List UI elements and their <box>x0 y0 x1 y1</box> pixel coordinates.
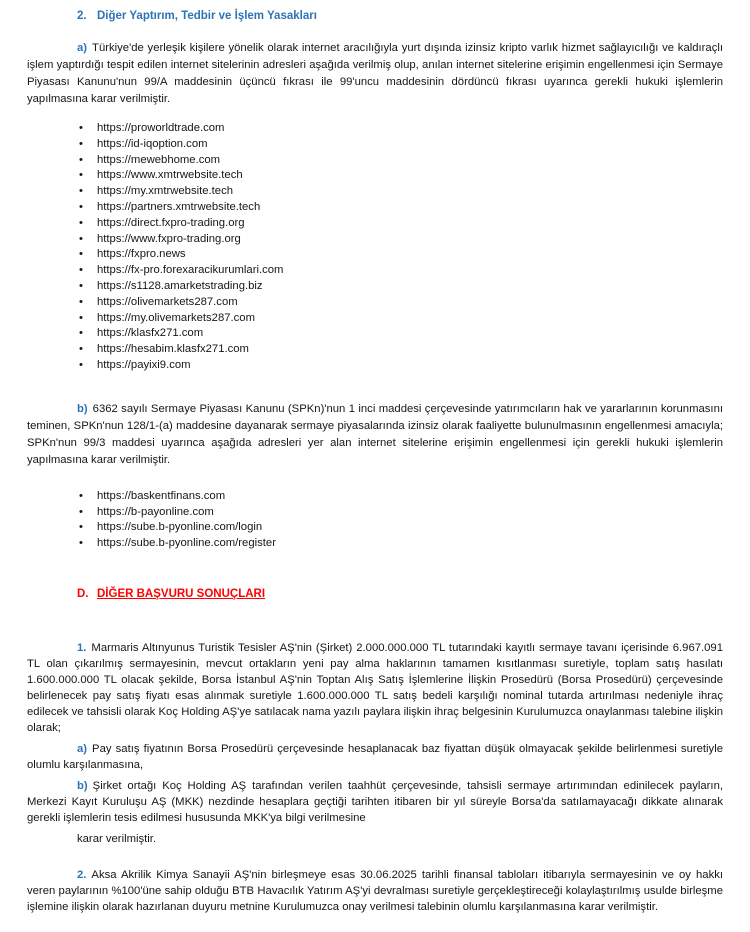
paragraph-d1a-marker: a) <box>77 742 88 755</box>
paragraph-2a <box>27 40 723 108</box>
section-d-title: DİĞER BAŞVURU SONUÇLARI <box>97 587 266 600</box>
paragraph-d1 <box>27 640 723 736</box>
paragraph-2a-text: Türkiye'de yerleşik kişilere yönelik olarak internet aracılığıyla yurt dışında izinsiz kripto varlık hizmet sağlayıcılığı ve kaldıraçlı işlem yaptırdığı tespit edilen internet sitelerinin adresleri aşağıda verilmiş olup, anılan internet sitelerine erişimin engellenmesi için Sermaye Piyasası Kanunu'nun 99/A maddesinin üçüncü fıkrası ile 99'uncu maddesinin dördüncü fıkrası uyarınca gerekli hukuki işlemlerin yapılmasına karar verilmiştir. <box>27 42 723 105</box>
paragraph-2b <box>27 401 723 469</box>
paragraph-2b-text: 6362 sayılı Sermaye Piyasası Kanunu (SPKn)'nun 1 inci maddesi çerçevesinde yatırımcıların hak ve yararlarının korunmasını teminen, SPKn'nun 128/1-(a) maddesine dayanarak sermaye piyasalarında izinsiz olarak faaliyette bulunulmasının engellenmesi amacıyla; SPKn'nun 99/3 maddesi uyarınca aşağıda adresleri yer alan internet sitelerine erişimin engellenmesi için gerekli hukuki işlemlerin yapılmasına karar verilmiştir. <box>27 402 723 466</box>
paragraph-d1b-marker: b) <box>77 779 88 792</box>
paragraph-d1b-text: Şirket ortağı Koç Holding AŞ tarafından verilen taahhüt çerçevesinde, tahsisli sermaye artırımından edinilecek payların, Merkezi Kayıt Kuruluşu AŞ (MKK) nezdinde hesaplara geçtiği tarihten itibaren bir yıl süreyle Borsa'da satılamayacağı dikkate alınarak gerekli işlemlerin tesis edilmesi hususunda MKK'ya bilgi verilmesine <box>27 779 723 824</box>
blocked-url-list-a <box>27 121 723 374</box>
url-item: • https://partners.xmtrwebsite.tech <box>27 200 723 216</box>
url-item: • https://hesabim.klasfx271.com <box>27 342 723 358</box>
paragraph-2a-marker: a) <box>77 42 88 54</box>
section-2-number: 2. <box>77 10 87 22</box>
url-item: • https://direct.fxpro-trading.org <box>27 216 723 232</box>
url-item: • https://sube.b-pyonline.com/register <box>27 536 723 552</box>
paragraph-d1-text: Marmaris Altınyunus Turistik Tesisler AŞ'nin (Şirket) 2.000.000.000 TL tutarındaki kayıtlı sermaye tavanı içerisinde 6.967.091 TL olan çıkarılmış sermayesinin, mevcut ortakların yeni pay alma haklarının tamamen kısıtlanması suretiyle, toplam satış hasılatı 1.600.000.000 TL olacak şekilde, Borsa İstanbul AŞ'nin Toptan Alış Satış İşlemlerine İlişkin Prosedürü (Borsa Prosedürü) çerçevesinde belirlenecek pay satış fiyatı esas alınmak suretiyle 1.600.000.000 TL satış bedeli karşılığı nominal tutarda artırılması nedeniyle ihraç edilecek ve tahsisli olarak Koç Holding AŞ'ye satılacak nama yazılı paylara ilişkin ihraç belgesinin Kurulumuzca onaylanması talebine ilişkin olarak; <box>27 641 723 734</box>
url-item: • https://sube.b-pyonline.com/login <box>27 520 723 536</box>
url-item: • https://s1128.amarketstrading.biz <box>27 279 723 295</box>
url-item: • https://fx-pro.forexaracikurumlari.com <box>27 263 723 279</box>
url-item: • https://baskentfinans.com <box>27 489 723 505</box>
url-item: • https://my.olivemarkets287.com <box>27 311 723 327</box>
paragraph-d1a <box>27 741 723 773</box>
paragraph-d1-marker: 1. <box>77 641 87 654</box>
section-d-letter: D. <box>77 587 89 600</box>
section-d-heading <box>27 586 723 603</box>
url-item: • https://www.fxpro-trading.org <box>27 232 723 248</box>
url-item: • https://fxpro.news <box>27 247 723 263</box>
url-item: • https://olivemarkets287.com <box>27 295 723 311</box>
section-2-title: Diğer Yaptırım, Tedbir ve İşlem Yasakları <box>97 10 317 22</box>
url-item: • https://id-iqoption.com <box>27 137 723 153</box>
paragraph-d2-text: Aksa Akrilik Kimya Sanayii AŞ'nin birleşmeye esas 30.06.2025 tarihli finansal tabloları itibarıyla sermayesinin ve oy hakkı veren paylarının %100'üne sahip olduğu BTB Havacılık Yatırım AŞ'yi devralması suretiyle gerçekleştireceği kolaylaştırılmış usulde birleşme işlemine ilişkin olarak hazırlanan duyuru metnine Kurulumuzca onay verilmesi talebinin olumlu karşılanmasına karar verilmiştir. <box>27 868 723 913</box>
paragraph-d2 <box>27 867 723 915</box>
url-item: • https://proworldtrade.com <box>27 121 723 137</box>
paragraph-d2-marker: 2. <box>77 868 87 881</box>
paragraph-d1b <box>27 778 723 826</box>
paragraph-d1a-text: Pay satış fiyatının Borsa Prosedürü çerçevesinde hesaplanacak baz fiyattan düşük olmayacak şekilde belirlenmesi suretiyle olumlu karşılanmasına, <box>27 742 723 771</box>
url-item: • https://www.xmtrwebsite.tech <box>27 168 723 184</box>
url-item: • https://mewebhome.com <box>27 153 723 169</box>
blocked-url-list-b <box>27 489 723 552</box>
url-item: • https://payixi9.com <box>27 358 723 374</box>
url-item: • https://my.xmtrwebsite.tech <box>27 184 723 200</box>
paragraph-2b-marker: b) <box>77 402 88 415</box>
section-2-heading <box>27 8 723 25</box>
url-item: • https://klasfx271.com <box>27 326 723 342</box>
paragraph-d1-decision: karar verilmiştir. <box>77 832 157 845</box>
url-item: • https://b-payonline.com <box>27 505 723 521</box>
